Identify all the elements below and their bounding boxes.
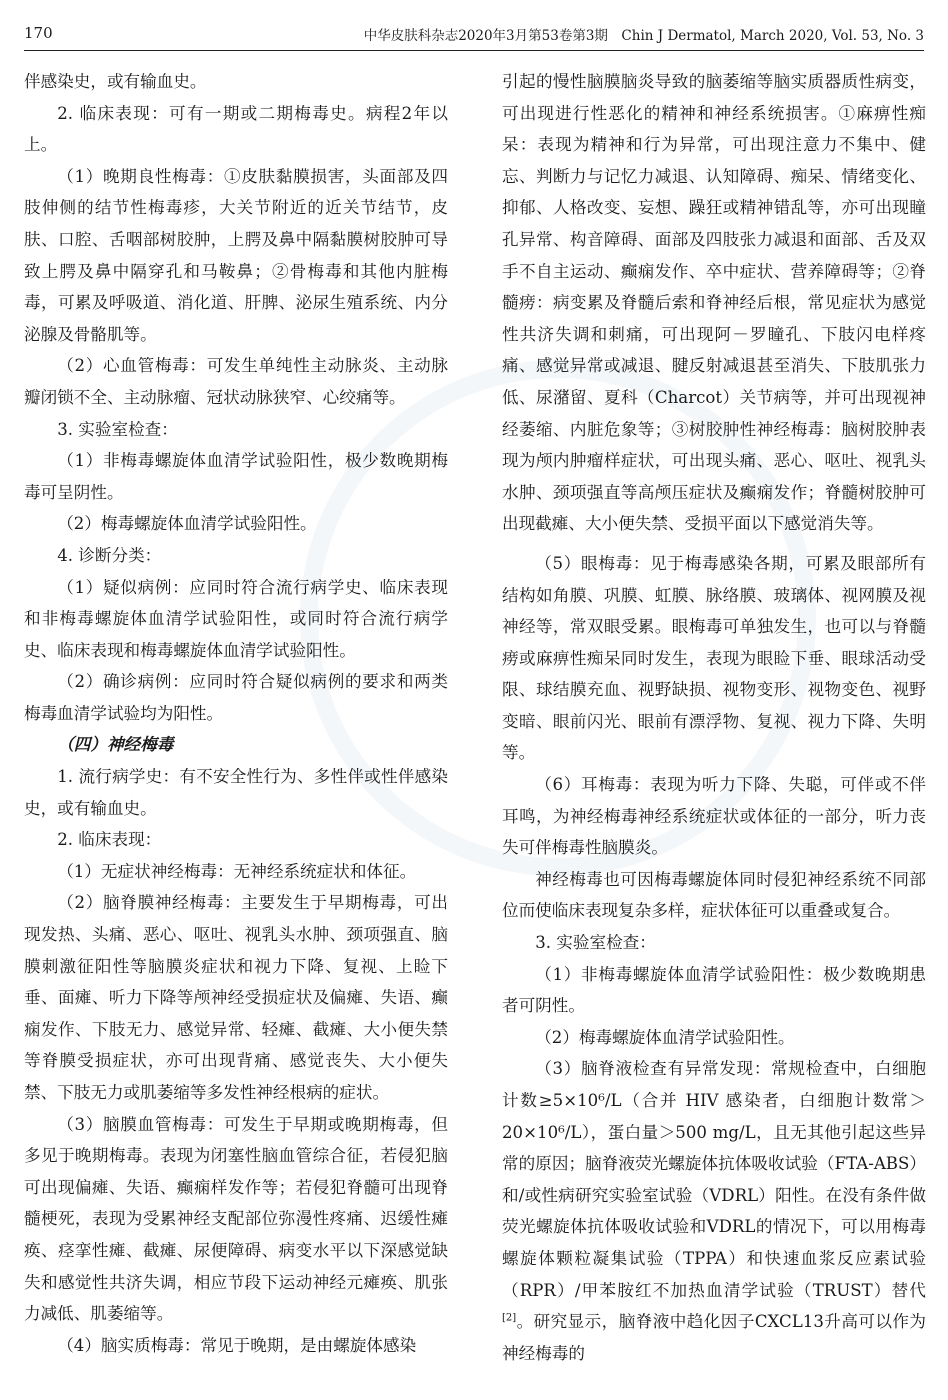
paragraph: 3. 实验室检查： — [535, 933, 656, 953]
paragraph: （2）梅毒螺旋体血清学试验阳性。 — [535, 1027, 795, 1047]
paragraph: 引起的慢性脑膜脑炎导致的脑萎缩等脑实质器质性病变，可出现进行性恶化的精神和神经系统损害。①麻痹性痴呆：表现为精神和行为异常，可出现注意力不集中、健忘、判断力与记忆力减退、认知障碍、痴呆、情绪变化、抑郁、人格改变、妄想、躁狂或精神错乱等，亦可出现瞳孔异常、构音障碍、面部及四肢张力减退和面部、舌及双手不自主运动、癫痫发作、卒中症状、营养障碍等；②脊髓痨：病变累及脊髓后索和脊神经后根，常见症状为感觉性共济失调和刺痛，可出现阿－罗瞳孔、下肢闪电样疼痛、感觉异常或减退、腱反射减退甚至消失、下肢肌张力低、尿潴留、夏科（Charcot）关节病等，并可出现视神经萎缩、内脏危象等；③树胶肿性神经梅毒：脑树胶肿表现为颅内肿瘤样症状，可出现头痛、恶心、呕吐、视乳头水肿、颈项强直等高颅压症状及癫痫发作；脊髓树胶肿可出现截瘫、大小便失禁、受损平面以下感觉消失等。 — [502, 72, 926, 534]
paragraph-text-tail: 。研究显示，脑脊液中趋化因子CXCL13升高可以作为神经梅毒的 — [502, 1312, 926, 1363]
paragraph: （1）疑似病例：应同时符合流行病学史、临床表现和非梅毒螺旋体血清学试验阳性，或同时符合流行病学史、临床表现和梅毒螺旋体血清学试验阳性。 — [24, 577, 448, 660]
paragraph: （2）确诊病例：应同时符合疑似病例的要求和两类梅毒血清学试验均为阳性。 — [24, 672, 448, 723]
paragraph: （1）非梅毒螺旋体血清学试验阳性：极少数晚期患者可阴性。 — [502, 964, 926, 1016]
paragraph: （2）梅毒螺旋体血清学试验阳性。 — [57, 514, 317, 534]
left-column — [24, 66, 448, 1361]
page-header — [24, 14, 924, 51]
paragraph: （6）耳梅毒：表现为听力下降、失聪，可伴或不伴耳鸣，为神经梅毒神经系统症状或体征的一部分，听力丧失可伴梅毒性脑膜炎。 — [502, 775, 926, 858]
paragraph — [502, 1053, 926, 1369]
paragraph: 4. 诊断分类： — [57, 545, 162, 565]
paragraph: （2）心血管梅毒：可发生单纯性主动脉炎、主动脉瓣闭锁不全、主动脉瘤、冠状动脉狭窄、心绞痛等。 — [24, 356, 448, 407]
journal-info: 中华皮肤科杂志2020年3月第53卷第3期 Chin J Dermatol, March 2020, Vol. 53, No. 3 — [363, 28, 924, 44]
section-heading-text: （四）神经梅毒 — [57, 734, 174, 755]
paragraph: （1）晚期良性梅毒：①皮肤黏膜损害，头面部及四肢伸侧的结节性梅毒疹，大关节附近的近关节结节，皮肤、口腔、舌咽部树胶肿，上腭及鼻中隔黏膜树胶肿可导致上腭及鼻中隔穿孔和马鞍鼻；②骨梅毒和其他内脏梅毒，可累及呼吸道、消化道、肝脾、泌尿生殖系统、内分泌腺及骨骼肌等。 — [24, 166, 448, 344]
paragraph: （1）非梅毒螺旋体血清学试验阳性，极少数晚期梅毒可呈阴性。 — [24, 451, 448, 502]
paragraph: 神经梅毒也可因梅毒螺旋体同时侵犯神经系统不同部位而使临床表现复杂多样，症状体征可以重叠或复合。 — [502, 869, 926, 921]
paragraph: 1. 流行病学史：有不安全性行为、多性伴或性伴感染史，或有输血史。 — [24, 767, 448, 818]
paragraph: （4）脑实质梅毒：常见于晚期，是由螺旋体感染 — [57, 1335, 417, 1355]
citation-reference[interactable]: [2] — [502, 1312, 517, 1324]
paragraph: 3. 实验室检查： — [57, 419, 178, 439]
paragraph: 2. 临床表现： — [57, 830, 162, 850]
paragraph: （5）眼梅毒：见于梅毒感染各期，可累及眼部所有结构如角膜、巩膜、虹膜、脉络膜、玻璃体、视网膜及视神经等，常双眼受累。眼梅毒可单独发生，也可以与脊髓痨或麻痹性痴呆同时发生，表现为眼睑下垂、眼球活动受限、球结膜充血、视野缺损、视物变形、视物变色、视野变暗、眼前闪光、眼前有漂浮物、复视、视力下降、失明等。 — [502, 553, 926, 763]
right-column — [502, 66, 926, 1369]
paragraph: （1）无症状神经梅毒：无神经系统症状和体征。 — [57, 861, 417, 881]
paragraph: （2）脑脊膜神经梅毒：主要发生于早期梅毒，可出现发热、头痛、恶心、呕吐、视乳头水肿、颈项强直、脑膜刺激征阳性等脑膜炎症状和视力下降、复视、上睑下垂、面瘫、听力下降等颅神经受损症状及偏瘫、失语、癫痫发作、下肢无力、感觉异常、轻瘫、截瘫、大小便失禁等脊膜受损症状，亦可出现背痛、感觉丧失、大小便失禁、下肢无力或肌萎缩等多发性神经根病的症状。 — [24, 893, 448, 1102]
page-number: 170 — [24, 24, 53, 42]
section-heading — [24, 729, 448, 761]
paragraph: 伴感染史，或有输血史。 — [24, 72, 207, 91]
paragraph-text: （3）脑脊液检查有异常发现：常规检查中，白细胞计数≥5×10⁶/L（合并 HIV 感染者，白细胞计数常＞20×10⁶/L），蛋白量＞500 mg/L，且无其他引起这些异常的原因；脑脊液荧光螺旋体抗体吸收试验（FTA-ABS）和/或性病研究实验室试验（VDRL）阳性。在没有条件做荧光螺旋体抗体吸收试验和VDRL的情况下，可以用梅毒螺旋体颗粒凝集试验（TPPA）和快速血浆反应素试验（RPR）/甲苯胺红不加热血清学试验（TRUST）替代 — [502, 1059, 926, 1300]
paragraph: （3）脑膜血管梅毒：可发生于早期或晚期梅毒，但多见于晚期梅毒。表现为闭塞性脑血管综合征，若侵犯脑可出现偏瘫、失语、癫痫样发作等；若侵犯脊髓可出现脊髓梗死，表现为受累神经支配部位弥漫性疼痛、迟缓性瘫痪、痉挛性瘫、截瘫、尿便障碍、病变水平以下深感觉缺失和感觉性共济失调，相应节段下运动神经元瘫痪、肌张力减低、肌萎缩等。 — [24, 1114, 448, 1324]
paragraph: 2. 临床表现：可有一期或二期梅毒史。病程2年以上。 — [24, 103, 448, 155]
